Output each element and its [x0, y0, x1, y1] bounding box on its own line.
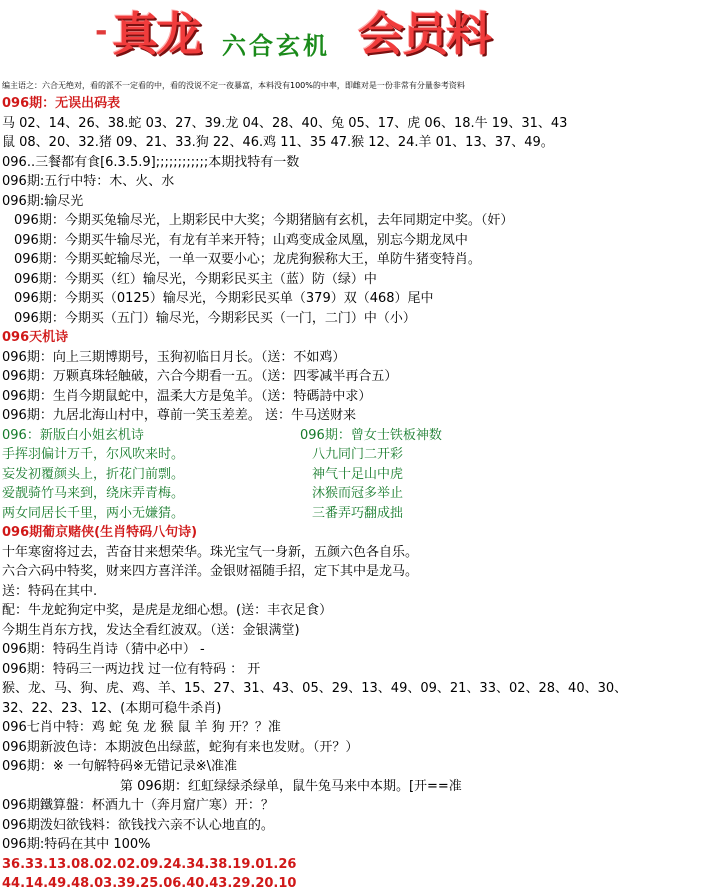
poem-title-zeng: 096期：曾女士铁板神数 — [300, 427, 442, 443]
text-line: 第 096期：红虹绿绿杀绿单，鼠牛兔马来中本期。[开==准 — [120, 778, 462, 794]
section-title-tianji: 096天机诗 — [2, 330, 69, 345]
text-line: 096期鐵算盤：杯酒九十（奔月窟广寒）开：？ — [2, 798, 274, 813]
text-line: 096期：※ 一句解特码※无错记录※\准准 — [2, 759, 238, 774]
two-column-row — [0, 484, 720, 504]
text-line: 096期:输尽光 — [2, 193, 84, 209]
text-line: 096期：万颗真珠轻触破，六合今期看一五。（送：四零减半再合五） — [2, 369, 398, 384]
text-line: 今期生肖东方找，发达全看红波双。（送：金银满堂) — [2, 622, 300, 638]
text-line: 096期：今期买（五门）输尽光，今期彩民买（一门，二门）中（小） — [14, 310, 416, 326]
editor-note: 编主语之：六合无绝对，看的派不一定看的中，看的没说不定一夜暴富，本料没有100%的中率，即雌对是一份非常有分量参考资料 — [2, 81, 465, 90]
text-line: 096期：特码生肖诗（猜中必中） - — [2, 642, 205, 657]
two-column-row — [0, 426, 720, 446]
logo-title-huiyuanliao: 会员料 — [358, 7, 490, 61]
number-list: 36.33.13.08.02.02.09.24.34.38.19.01.26 — [2, 856, 297, 872]
text-line: 马 02、14、26、38.蛇 03、27、39.龙 04、28、40、兔 05、17、虎 06、18.牛 19、31、43 — [2, 115, 568, 131]
text-line: 096期新波色诗：本期波色出绿蓝，蛇狗有来也发财。（开？） — [2, 739, 359, 755]
poem-line: 八九同门二开彩 — [312, 447, 404, 462]
text-line: 十年寒窗将过去，苦奋甘来想荣华。珠光宝气一身新，五颜六色各自乐。 — [2, 544, 419, 560]
poem-line: 妄发初覆颜头上，折花门前剽。 — [2, 466, 185, 482]
number-list: 44.14.49.48.03.39.25.06.40.43.29.20.10 — [2, 876, 297, 891]
text-line: 096期:特码在其中 100% — [2, 837, 151, 852]
text-line: 096期：今期买（红）输尽光，今期彩民买主（蓝）防（绿）中 — [14, 271, 377, 287]
text-line: 096期：今期买蛇输尽光，一单一双要小心；龙虎狗猴称大王，单防牛猪变特肖。 — [14, 252, 481, 267]
logo-dash: - — [95, 14, 108, 49]
two-column-row — [0, 504, 720, 524]
text-line: 鼠 08、20、32.猪 09、21、33.狗 22、46.鸡 11、35 47.猴 12、24.羊 01、13、37、49。 — [2, 135, 554, 150]
text-line: 配：牛龙蛇狗定中奖，是虎是龙细心想。(送：丰衣足食） — [2, 603, 333, 618]
text-line: 096期：九居北海山村中，尊前一笑玉差差。 送：牛马送财来 — [2, 408, 356, 423]
poem-title-bai: 096：新版白小姐玄机诗 — [2, 427, 144, 443]
text-line: 六合六码中特奖，财来四方喜洋洋。金银财福随手招，定下其中是龙马。 — [2, 564, 419, 579]
poem-line: 两女同居长千里，两小无嫌猜。 — [2, 505, 185, 521]
logo-title-liuhexuanji: 六合玄机 — [222, 31, 330, 60]
text-line: 096期：今期买牛输尽光，有龙有羊来开特；山鸡变成金凤凰，别忘今期龙凤中 — [14, 232, 468, 248]
poem-line: 三番弄巧翻成拙 — [312, 505, 404, 521]
text-line: 096期：今期买兔输尽光，上期彩民中大奖；今期猪脑有玄机，去年同期定中奖。（奸） — [14, 213, 514, 228]
text-line: 096期泼妇欲钱料：欲钱找六亲不认心地直的。 — [2, 817, 274, 833]
text-line: 送：特码在其中. — [2, 583, 98, 599]
poem-line: 手挥羽偏计万千，尔风吹来时。 — [2, 447, 185, 462]
text-line: 096期：特码三一两边找 过一位有特码 ： 开 — [2, 661, 261, 677]
text-line: 猴、龙、马、狗、虎、鸡、羊、15、27、31、43、05、29、13、49、09、21、33、02、28、40、30、 — [2, 681, 628, 696]
section-title-code-table: 096期：无误出码表 — [2, 96, 121, 111]
two-column-row — [0, 445, 720, 465]
text-line: 096七肖中特：鸡 蛇 兔 龙 猴 鼠 羊 狗 开？？准 — [2, 720, 281, 735]
main-content — [0, 94, 720, 894]
text-line: 32、22、23、12、(本期可稳牛杀肖) — [2, 700, 222, 716]
two-column-row — [0, 465, 720, 485]
section-title-pujing: 096期葡京赌侠(生肖特码八句诗) — [2, 525, 198, 540]
header-banner — [0, 0, 720, 72]
poem-line: 爱靓骑竹马来到，绕床弄青梅。 — [2, 486, 185, 501]
poem-line: 沐猴而冠多举止 — [312, 486, 404, 501]
text-line: 096期：生肖今期鼠蛇中，温柔大方是兔羊。（送：特碼詩中求） — [2, 388, 372, 404]
text-line: 096期:五行中特：木、火、水 — [2, 174, 175, 189]
poem-line: 神气十足山中虎 — [312, 466, 404, 482]
logo-title-zhenlong: 真龙 — [112, 7, 200, 61]
text-line: 096期：向上三期博期号，玉狗初临日月长。（送：不如鸡） — [2, 349, 346, 365]
text-line: 096..三餐都有食[6.3.5.9];;;;;;;;;;;;本期找特有一数 — [2, 154, 300, 170]
text-line: 096期：今期买（0125）输尽光，今期彩民买单（379）双（468）尾中 — [14, 291, 434, 306]
